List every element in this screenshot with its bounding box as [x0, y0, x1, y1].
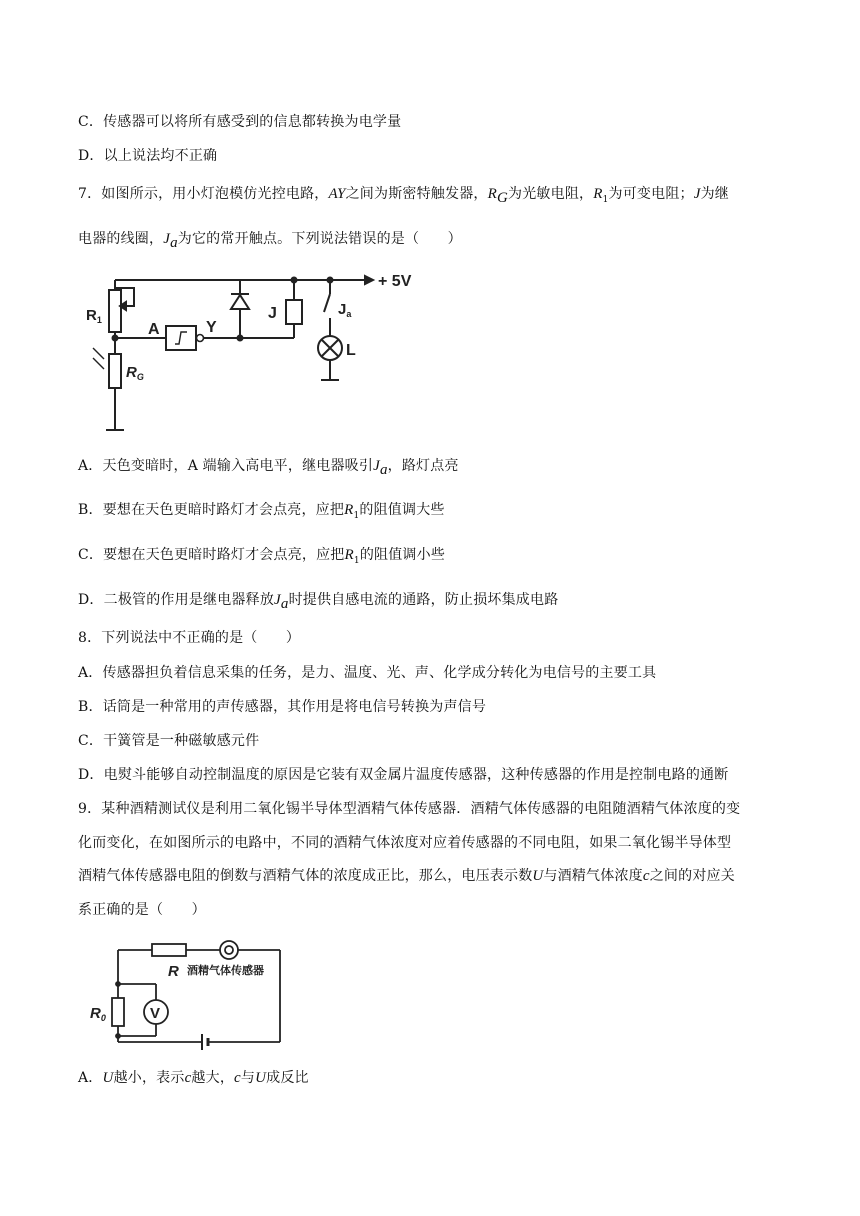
q7-option-a: A．天色变暗时，A 端输入高电平，继电器吸引$J_a$，路灯点亮	[78, 458, 459, 478]
q9-stem-line3: 酒精气体传感器电阻的倒数与酒精气体的浓度成正比，那么，电压表示数U与酒精气体浓度c之间的对应关	[78, 868, 735, 884]
q7-option-d: D．二极管的作用是继电器释放$J_a$时提供自感电流的通路，防止损坏集成电路	[78, 592, 559, 612]
q7-l-label: L	[346, 342, 356, 359]
q8-option-c: C．干簧管是一种磁敏感元件	[78, 733, 260, 749]
q8-option-a: A．传感器担负着信息采集的任务，是力、温度、光、声、化学成分转化为电信号的主要工具	[78, 665, 657, 681]
q7-y-label: Y	[206, 319, 217, 336]
q7-a-label: A	[148, 321, 160, 338]
q7-r1-label: $R_1$	[86, 307, 102, 325]
q9-r-label: R	[168, 963, 179, 980]
q9-stem-line4: 系正确的是（ ）	[78, 902, 206, 918]
q7-rg-label: $R_G$	[126, 364, 144, 382]
q7-ja-label: $J_a$	[338, 301, 352, 319]
q9-stem-line1: 9．某种酒精测试仪是利用二氧化锡半导体型酒精气体传感器．酒精气体传感器的电阻随酒精气体浓度的变	[78, 801, 741, 817]
q7-j-label: J	[268, 305, 277, 322]
q6-option-d: D．以上说法均不正确	[78, 148, 218, 164]
q7-option-c: C．要想在天色更暗时路灯才会点亮，应把$R_1$的阻值调小些	[78, 547, 446, 566]
q8-stem: 8．下列说法中不正确的是（ ）	[78, 630, 301, 646]
q8-option-d: D．电熨斗能够自动控制温度的原因是它装有双金属片温度传感器，这种传感器的作用是控制电路的通断	[78, 767, 729, 783]
q9-r0-label: $R_0$	[90, 1005, 106, 1023]
q7-stem-line2: 电器的线圈，$J_a$为它的常开触点。下列说法错误的是（ ）	[78, 231, 462, 251]
q9-circuit-figure	[84, 934, 294, 1060]
q9-stem-line2: 化而变化，在如图所示的电路中，不同的酒精气体浓度对应着传感器的不同电阻，如果二氧化锡半导体型	[78, 835, 732, 851]
q7-supply-label: + 5V	[378, 273, 412, 290]
q6-option-c: C．传感器可以将所有感受到的信息都转换为电学量	[78, 114, 402, 130]
q7-option-b: B．要想在天色更暗时路灯才会点亮，应把$R_1$的阻值调大些	[78, 502, 445, 521]
q9-option-a: A．U越小，表示c越大，c与U成反比	[78, 1070, 309, 1086]
q7-circuit-figure	[80, 262, 420, 442]
q9-sensor-label: 酒精气体传感器	[187, 965, 264, 977]
q9-voltmeter-label: V	[150, 1005, 161, 1022]
q8-option-b: B．话筒是一种常用的声传感器，其作用是将电信号转换为声信号	[78, 699, 487, 715]
q7-stem-line1: 7．如图所示，用小灯泡模仿光控电路，AY之间为斯密特触发器，$R_G$为光敏电阻，$R_1$为可变电阻；J为继	[78, 186, 729, 206]
